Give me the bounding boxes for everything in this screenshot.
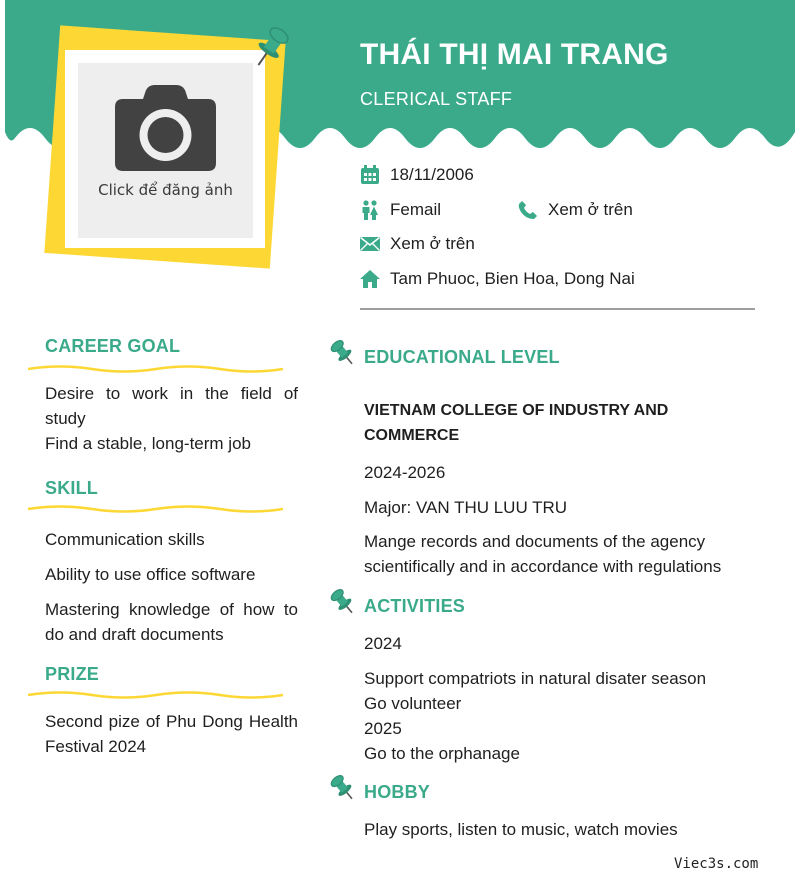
section-underline bbox=[28, 364, 283, 374]
career-goal-heading: CAREER GOAL bbox=[45, 336, 181, 356]
phone-icon bbox=[518, 200, 538, 220]
education-major: Major: VAN THU LUU TRU bbox=[364, 498, 568, 517]
skill-item: Communication skills bbox=[45, 530, 205, 549]
activity-year: 2025 bbox=[364, 719, 402, 738]
phone-value: Xem ở trên bbox=[548, 200, 633, 219]
career-goal-text bbox=[45, 381, 298, 456]
prize-item: Second pize of Phu Dong Health Festival 2024 bbox=[45, 712, 298, 756]
career-goal-line: Desire to work in the field of study bbox=[45, 384, 298, 428]
contact-dob-row bbox=[360, 165, 474, 185]
job-title: CLERICAL STAFF bbox=[360, 89, 513, 109]
skill-heading: SKILL bbox=[45, 478, 98, 498]
pushpin-icon bbox=[330, 339, 356, 367]
upload-photo-label: Click để đăng ảnh bbox=[98, 181, 233, 199]
section-underline bbox=[28, 690, 283, 700]
activity-line: Go volunteer bbox=[364, 694, 462, 713]
camera-icon bbox=[113, 83, 218, 173]
skill-item: Mastering knowledge of how to do and draft documents bbox=[45, 600, 298, 644]
gender-icon bbox=[360, 200, 380, 220]
pushpin-icon bbox=[330, 588, 356, 616]
hobby-text: Play sports, listen to music, watch movies bbox=[364, 820, 678, 839]
address-value: Tam Phuoc, Bien Hoa, Dong Nai bbox=[390, 269, 635, 288]
career-goal-line: Find a stable, long-term job bbox=[45, 434, 251, 453]
activity-line: Go to the orphanage bbox=[364, 744, 520, 763]
activity-year: 2024 bbox=[364, 634, 402, 653]
skill-item: Ability to use office software bbox=[45, 565, 256, 584]
contact-address-row bbox=[360, 269, 635, 289]
contact-phone-row bbox=[518, 200, 633, 220]
hobby-heading: HOBBY bbox=[364, 782, 431, 802]
candidate-name: THÁI THỊ MAI TRANG bbox=[360, 38, 669, 71]
activity-line: Support compatriots in natural disater season bbox=[364, 669, 707, 688]
calendar-icon bbox=[360, 165, 380, 185]
activity-list bbox=[364, 666, 744, 766]
contact-email-row bbox=[360, 234, 475, 254]
profile-photo-area bbox=[40, 25, 290, 275]
school-name: VIETNAM COLLEGE OF INDUSTRY AND COMMERCE bbox=[364, 402, 669, 444]
email-value: Xem ở trên bbox=[390, 234, 475, 253]
education-period: 2024-2026 bbox=[364, 463, 446, 482]
education-description: Mange records and documents of the agency scientifically and in accordance with regulations bbox=[364, 532, 722, 576]
gender-value: Femail bbox=[390, 200, 442, 219]
pushpin-icon bbox=[250, 25, 292, 69]
email-icon bbox=[360, 234, 380, 254]
photo-card bbox=[65, 50, 265, 248]
section-underline bbox=[28, 504, 283, 514]
home-icon bbox=[360, 269, 380, 289]
upload-photo-button[interactable] bbox=[78, 63, 253, 238]
dob-value: 18/11/2006 bbox=[390, 165, 474, 184]
prize-heading: PRIZE bbox=[45, 664, 100, 684]
pushpin-icon bbox=[330, 774, 356, 802]
contact-divider bbox=[360, 308, 755, 310]
site-watermark: Viec3s.com bbox=[674, 856, 759, 872]
education-heading: EDUCATIONAL LEVEL bbox=[364, 347, 560, 367]
contact-gender-row bbox=[360, 200, 441, 220]
activities-heading: ACTIVITIES bbox=[364, 596, 466, 616]
